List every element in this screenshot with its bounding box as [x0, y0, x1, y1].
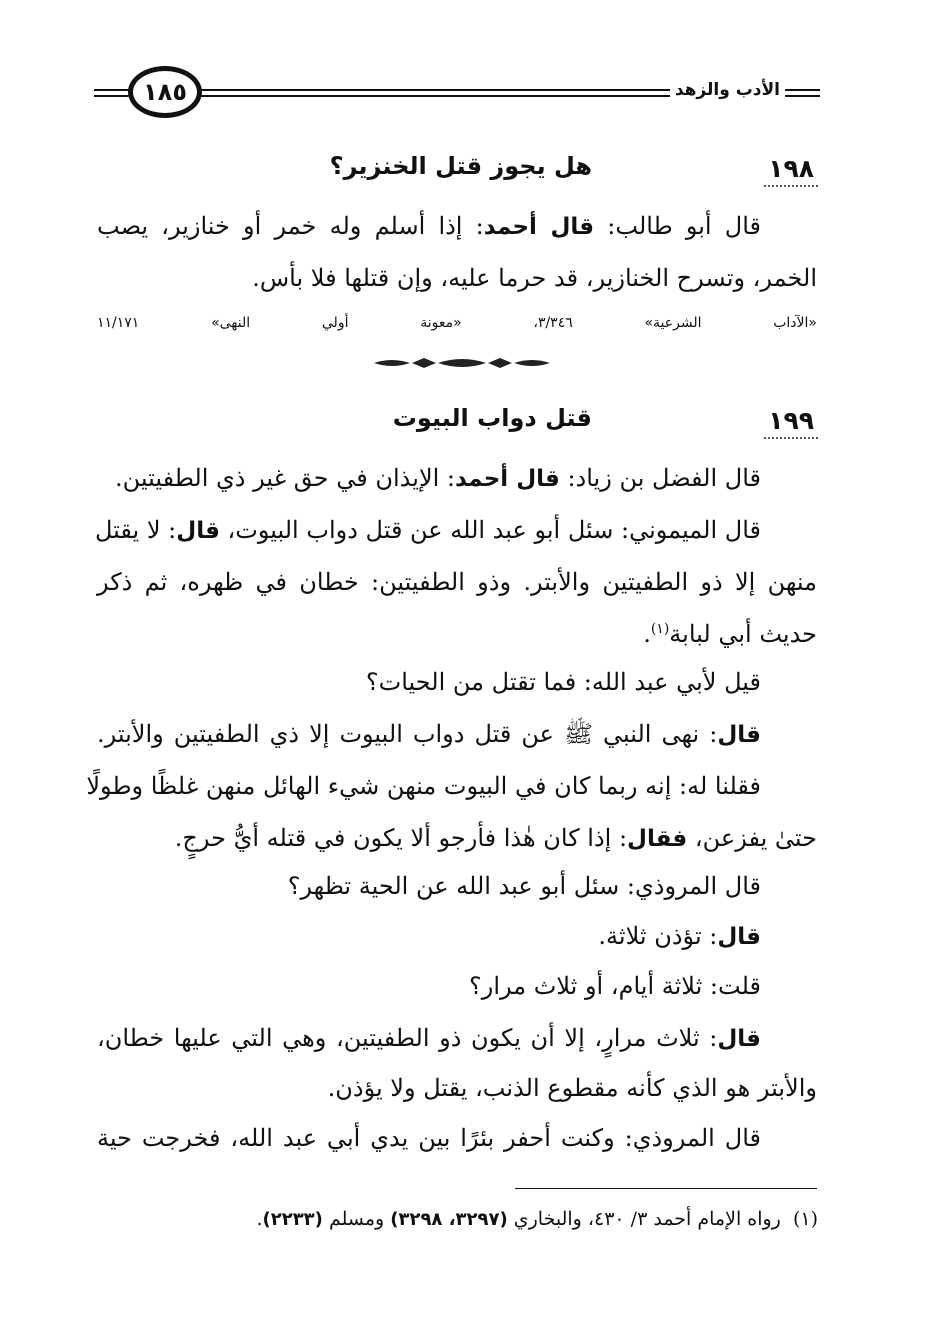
text-line: قال: ثلاث مرارٍ، إلا أن يكون ذو الطفيتين، وهي التي عليها خطان، [97, 1024, 761, 1052]
header-rule-left [94, 89, 130, 97]
section-number: ١٩٨ [768, 154, 814, 183]
text-line: قال المروذي: وكنت أحفر بئرًا بين يدي أبي عبد الله، فخرجت حية [97, 1124, 761, 1152]
text-line: قال: نهى النبي ﷺ عن قتل دواب البيوت إلا ذي الطفيتين والأبتر. [97, 720, 761, 748]
text-line: الخمر، وتسرح الخنازير، قد حرما عليه، وإن قتلها فلا بأس. [252, 264, 817, 292]
text-line: قال الميموني: سئل أبو عبد الله عن قتل دواب البيوت، قال: لا يقتل [94, 516, 761, 544]
text-line: حديث أبي لبابة$^{(١)}$. [643, 620, 817, 648]
section-title: هل يجوز قتل الخنزير؟ [329, 152, 592, 180]
footnote: (١) رواه الإمام أحمد ٣/ ٤٣٠، والبخاري (٣٢٩٧، ٣٢٩٨) ومسلم (٢٢٣٣). [256, 1208, 818, 1230]
text-line: منهن إلا ذو الطفيتين والأبتر. وذو الطفيتين: خطان في ظهره، ثم ذكر [97, 568, 817, 596]
section-198-heading [100, 150, 820, 190]
page-number: ١٨٥ [143, 78, 187, 106]
footnote-rule [515, 1188, 817, 1189]
text-line: قلت: ثلاثة أيام، أو ثلاث مرار؟ [469, 972, 761, 1000]
page-header [94, 62, 820, 122]
footnote-marker: (١) [650, 621, 670, 637]
text-line: والأبتر هو الذي كأنه مقطوع الذنب، يقتل ولا يؤذن. [327, 1074, 817, 1102]
text-line: قال أبو طالب: قال أحمد: إذا أسلم وله خمر أو خنازير، يصب [97, 212, 761, 240]
section-divider-ornament [372, 355, 552, 371]
section-title: قتل دواب البيوت [392, 404, 592, 432]
text-line: حتىٰ يفزعن، فقال: إذا كان هٰذا فأرجو ألا يكون في قتله أيُّ حرجٍ. [174, 824, 817, 852]
header-rule-right [785, 89, 820, 97]
text-line: قال الفضل بن زياد: قال أحمد: الإيذان في حق غير ذي الطفيتين. [114, 464, 761, 492]
text-line: فقلنا له: إنه ربما كان في البيوت منهن شيء الهائل منهن غلظًا وطولًا [86, 772, 761, 800]
section-199-heading [100, 402, 820, 442]
text-line: قيل لأبي عبد الله: فما تقتل من الحيات؟ [365, 668, 761, 696]
footnote-number: (١) [792, 1208, 818, 1230]
running-title: الأدب والزهد [674, 80, 780, 100]
header-rule-middle [200, 89, 670, 97]
section-number: ١٩٩ [768, 406, 814, 435]
text-line: قال المروذي: سئل أبو عبد الله عن الحية تظهر؟ [287, 872, 761, 900]
source-reference: «الآداب الشرعية» ٣/٣٤٦، «معونة أولي النهى» ١١/١٧١ [97, 315, 817, 331]
text-line: قال: تؤذن ثلاثة. [598, 922, 761, 950]
page-number-oval [128, 66, 202, 118]
